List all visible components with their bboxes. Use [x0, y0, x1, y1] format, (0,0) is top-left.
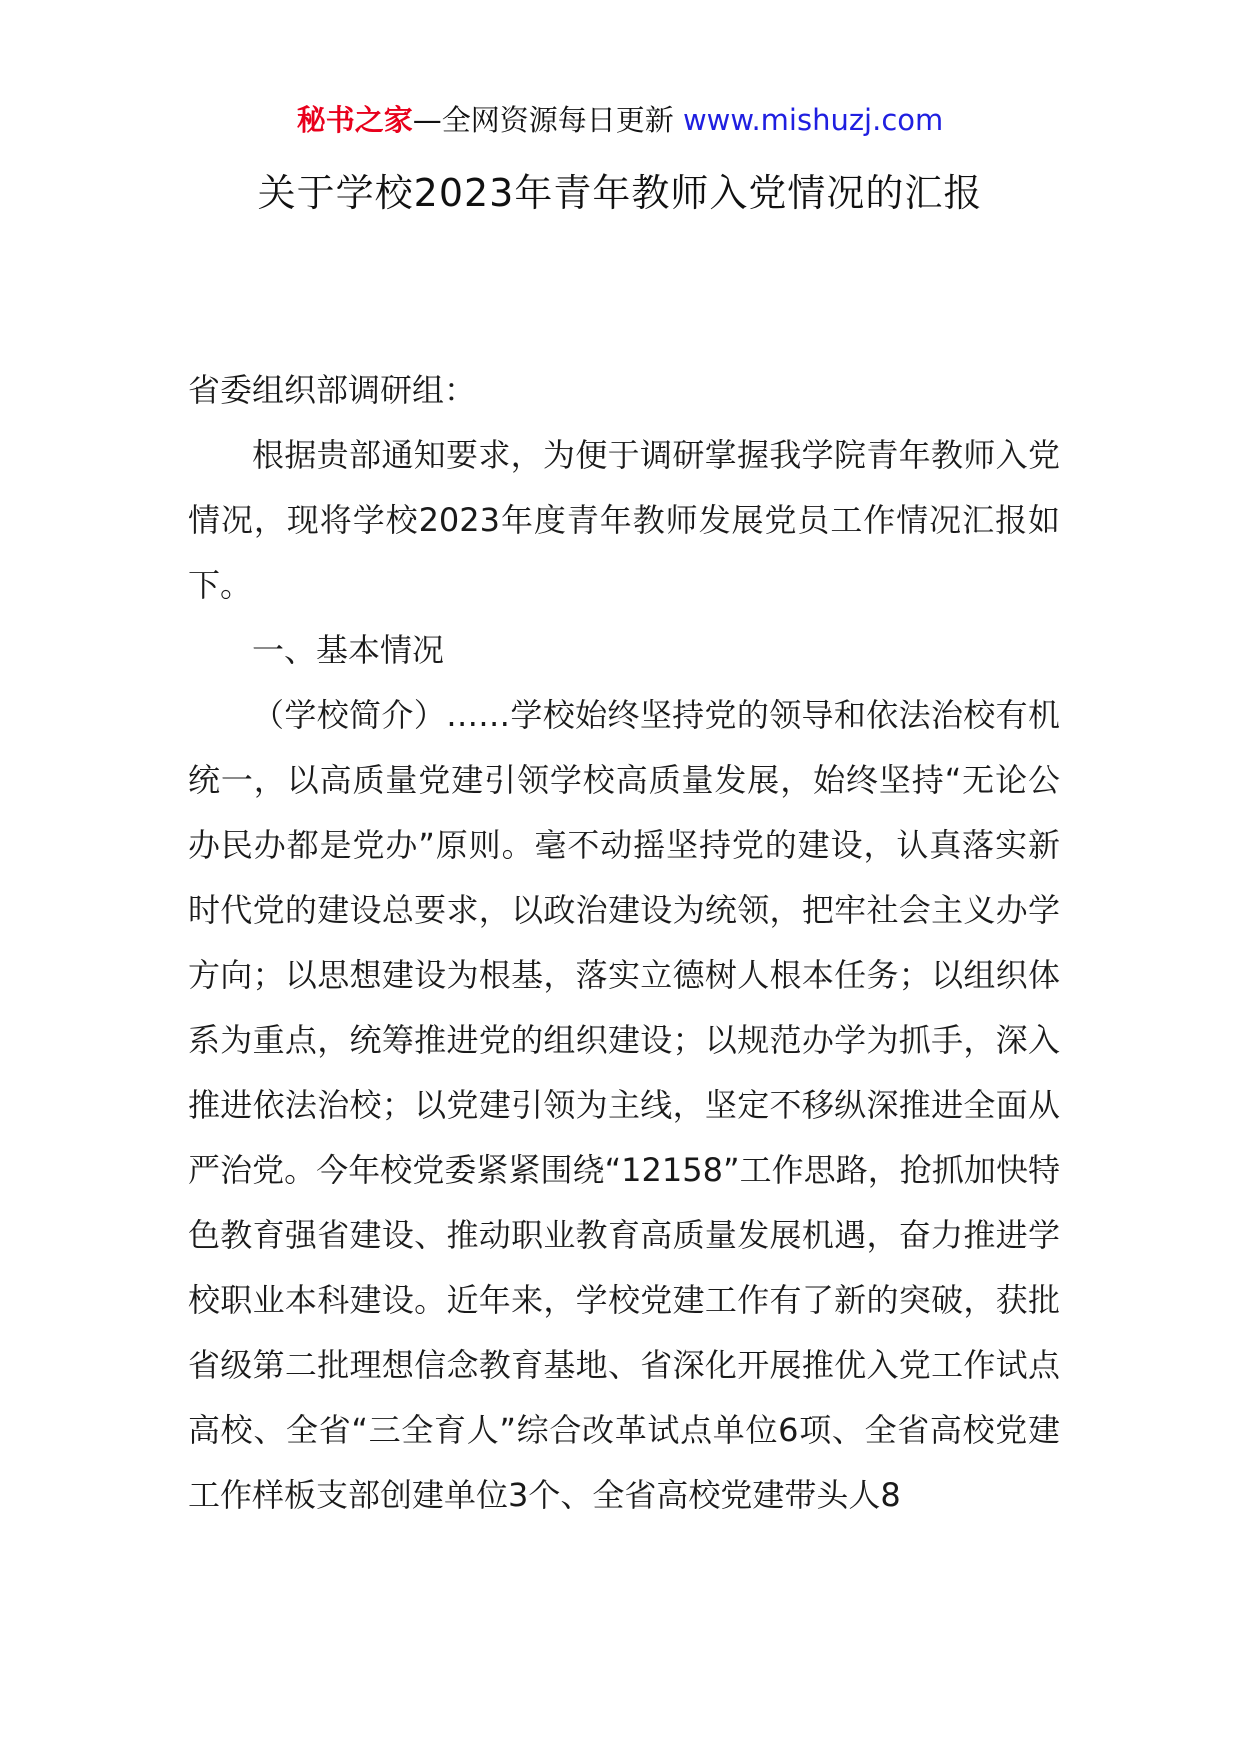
site-header	[0, 100, 1240, 140]
salutation: 省委组织部调研组：	[188, 371, 477, 409]
site-url-link[interactable]: www.mishuzj.com	[682, 103, 944, 137]
section-paragraph-basic-situation: （学校简介）……学校始终坚持党的领导和依法治校有机统一，以高质量党建引领学校高质量发展，始终坚持“无论公办民办都是党办”原则。毫不动摇坚持党的建设，认真落实新时代党的建设总要求，以政治建设为统领，把牢社会主义办学方向；以思想建设为根基，落实立德树人根本任务；以组织体系为重点，统筹推进党的组织建设；以规范办学为抓手，深入推进依法治校；以党建引领为主线，坚定不移纵深推进全面从严治党。今年校党委紧紧围绕“12158”工作思路，抢抓加快特色教育强省建设、推动职业教育高质量发展机遇，奋力推进学校职业本科建设。近年来，学校党建工作有了新的突破，获批省级第二批理想信念教育基地、省深化开展推优入党工作试点高校、全省“三全育人”综合改革试点单位6项、全省高校党建工作样板支部创建单位3个、全省高校党建带头人8	[188, 696, 1060, 1514]
document-title: 关于学校2023年青年教师入党情况的汇报	[257, 171, 983, 215]
header-tagline: —全网资源每日更新	[412, 103, 683, 137]
document-body	[188, 358, 1060, 1528]
intro-paragraph: 根据贵部通知要求，为便于调研掌握我学院青年教师入党情况，现将学校2023年度青年教师发展党员工作情况汇报如下。	[188, 436, 1060, 604]
brand-name: 秘书之家	[296, 103, 413, 137]
section-heading-basic-situation: 一、基本情况	[252, 631, 445, 669]
